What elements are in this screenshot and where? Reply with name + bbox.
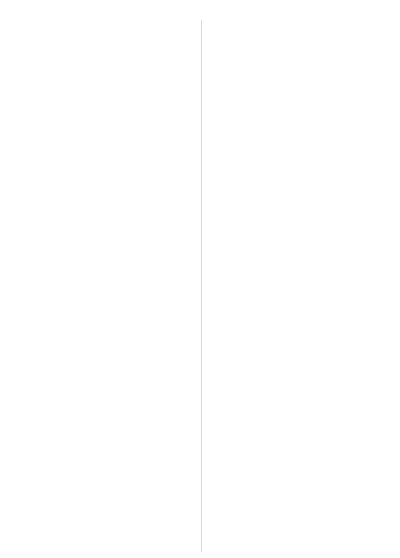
list-entry [203,113,395,120]
regiment-subheading [203,201,395,208]
list-entry [5,173,197,180]
section-heading [5,52,197,60]
list-entry [203,106,395,113]
list-entry [5,211,197,218]
list-entry [203,98,395,105]
list-entry [5,256,197,263]
column-divider [201,20,202,552]
list-entry [203,76,395,83]
list-entry [5,364,197,371]
list-entry [203,43,395,50]
list-entry [5,289,197,296]
list-entry [203,411,395,418]
list-entry [5,226,197,233]
list-entry [203,426,395,433]
list-entry [5,83,197,90]
list-entry [203,366,395,373]
list-entry [5,76,197,83]
list-entry [203,239,395,246]
list-entry [5,296,197,303]
right-column [203,20,395,552]
section-heading [5,265,197,273]
list-entry [203,136,395,143]
list-entry [5,121,197,128]
list-entry [203,83,395,90]
list-entry [203,35,395,42]
regiment-heading [203,191,395,200]
list-entry [203,381,395,388]
list-entry [5,196,197,203]
page-header [5,6,395,18]
list-entry [203,269,395,276]
list-entry [5,136,197,143]
list-entry [5,35,197,42]
list-entry [203,449,395,456]
list-entry [203,314,395,321]
list-entry [203,209,395,216]
list-entry [5,349,197,356]
list-entry [5,304,197,311]
list-entry [203,181,395,188]
section-heading [203,59,395,67]
list-entry [203,351,395,358]
list-entry [5,454,197,461]
list-entry [5,218,197,225]
list-entry [5,409,197,416]
list-entry [5,128,197,135]
list-entry [203,166,395,173]
list-entry [5,241,197,248]
list-entry [5,248,197,255]
list-entry [203,143,395,150]
list-entry [203,441,395,448]
list-entry [5,20,197,27]
list-entry [203,291,395,298]
list-entry [203,224,395,231]
list-entry [203,173,395,180]
list-entry [5,91,197,98]
list-entry [203,389,395,396]
left-column [5,20,197,552]
list-entry [5,61,197,68]
list-entry [203,128,395,135]
list-entry [203,151,395,158]
list-entry [5,274,197,281]
list-entry [203,299,395,306]
list-entry [203,254,395,261]
list-entry [203,216,395,223]
list-entry [203,20,395,27]
list-entry [5,394,197,401]
list-entry [5,311,197,318]
list-entry [203,50,395,57]
list-entry [203,261,395,268]
list-entry [203,306,395,313]
list-entry [5,401,197,408]
list-entry [203,434,395,441]
list-entry [5,281,197,288]
list-entry [5,143,197,150]
list-entry [5,166,197,173]
list-entry [5,379,197,386]
list-entry [5,371,197,378]
list-entry [5,181,197,188]
list-entry [5,233,197,240]
list-entry [5,386,197,393]
list-entry [5,68,197,75]
list-entry [5,188,197,195]
list-entry [203,336,395,343]
list-entry [5,439,197,446]
list-entry [203,246,395,253]
list-entry [203,404,395,411]
list-entry [203,396,395,403]
list-entry [203,91,395,98]
list-entry [5,43,197,50]
list-entry [5,416,197,423]
list-entry [203,276,395,283]
list-entry [203,329,395,336]
list-entry [5,106,197,113]
list-entry [5,431,197,438]
list-entry [203,456,395,463]
list-entry [5,326,197,333]
list-entry [5,424,197,431]
list-entry [203,359,395,366]
list-entry [203,284,395,291]
list-entry [203,68,395,75]
list-entry [5,203,197,210]
list-entry [5,356,197,363]
list-entry [203,321,395,328]
list-entry [5,113,197,120]
list-entry [5,98,197,105]
list-entry [203,231,395,238]
list-entry [203,419,395,426]
list-entry [203,28,395,35]
list-entry [203,374,395,381]
list-entry [5,446,197,453]
list-entry [5,28,197,35]
list-entry [5,319,197,326]
list-entry [5,334,197,341]
list-entry [203,344,395,351]
list-entry [5,158,197,165]
text-columns [5,20,395,552]
list-entry [203,121,395,128]
list-entry [5,341,197,348]
list-entry [203,158,395,165]
list-entry [5,151,197,158]
